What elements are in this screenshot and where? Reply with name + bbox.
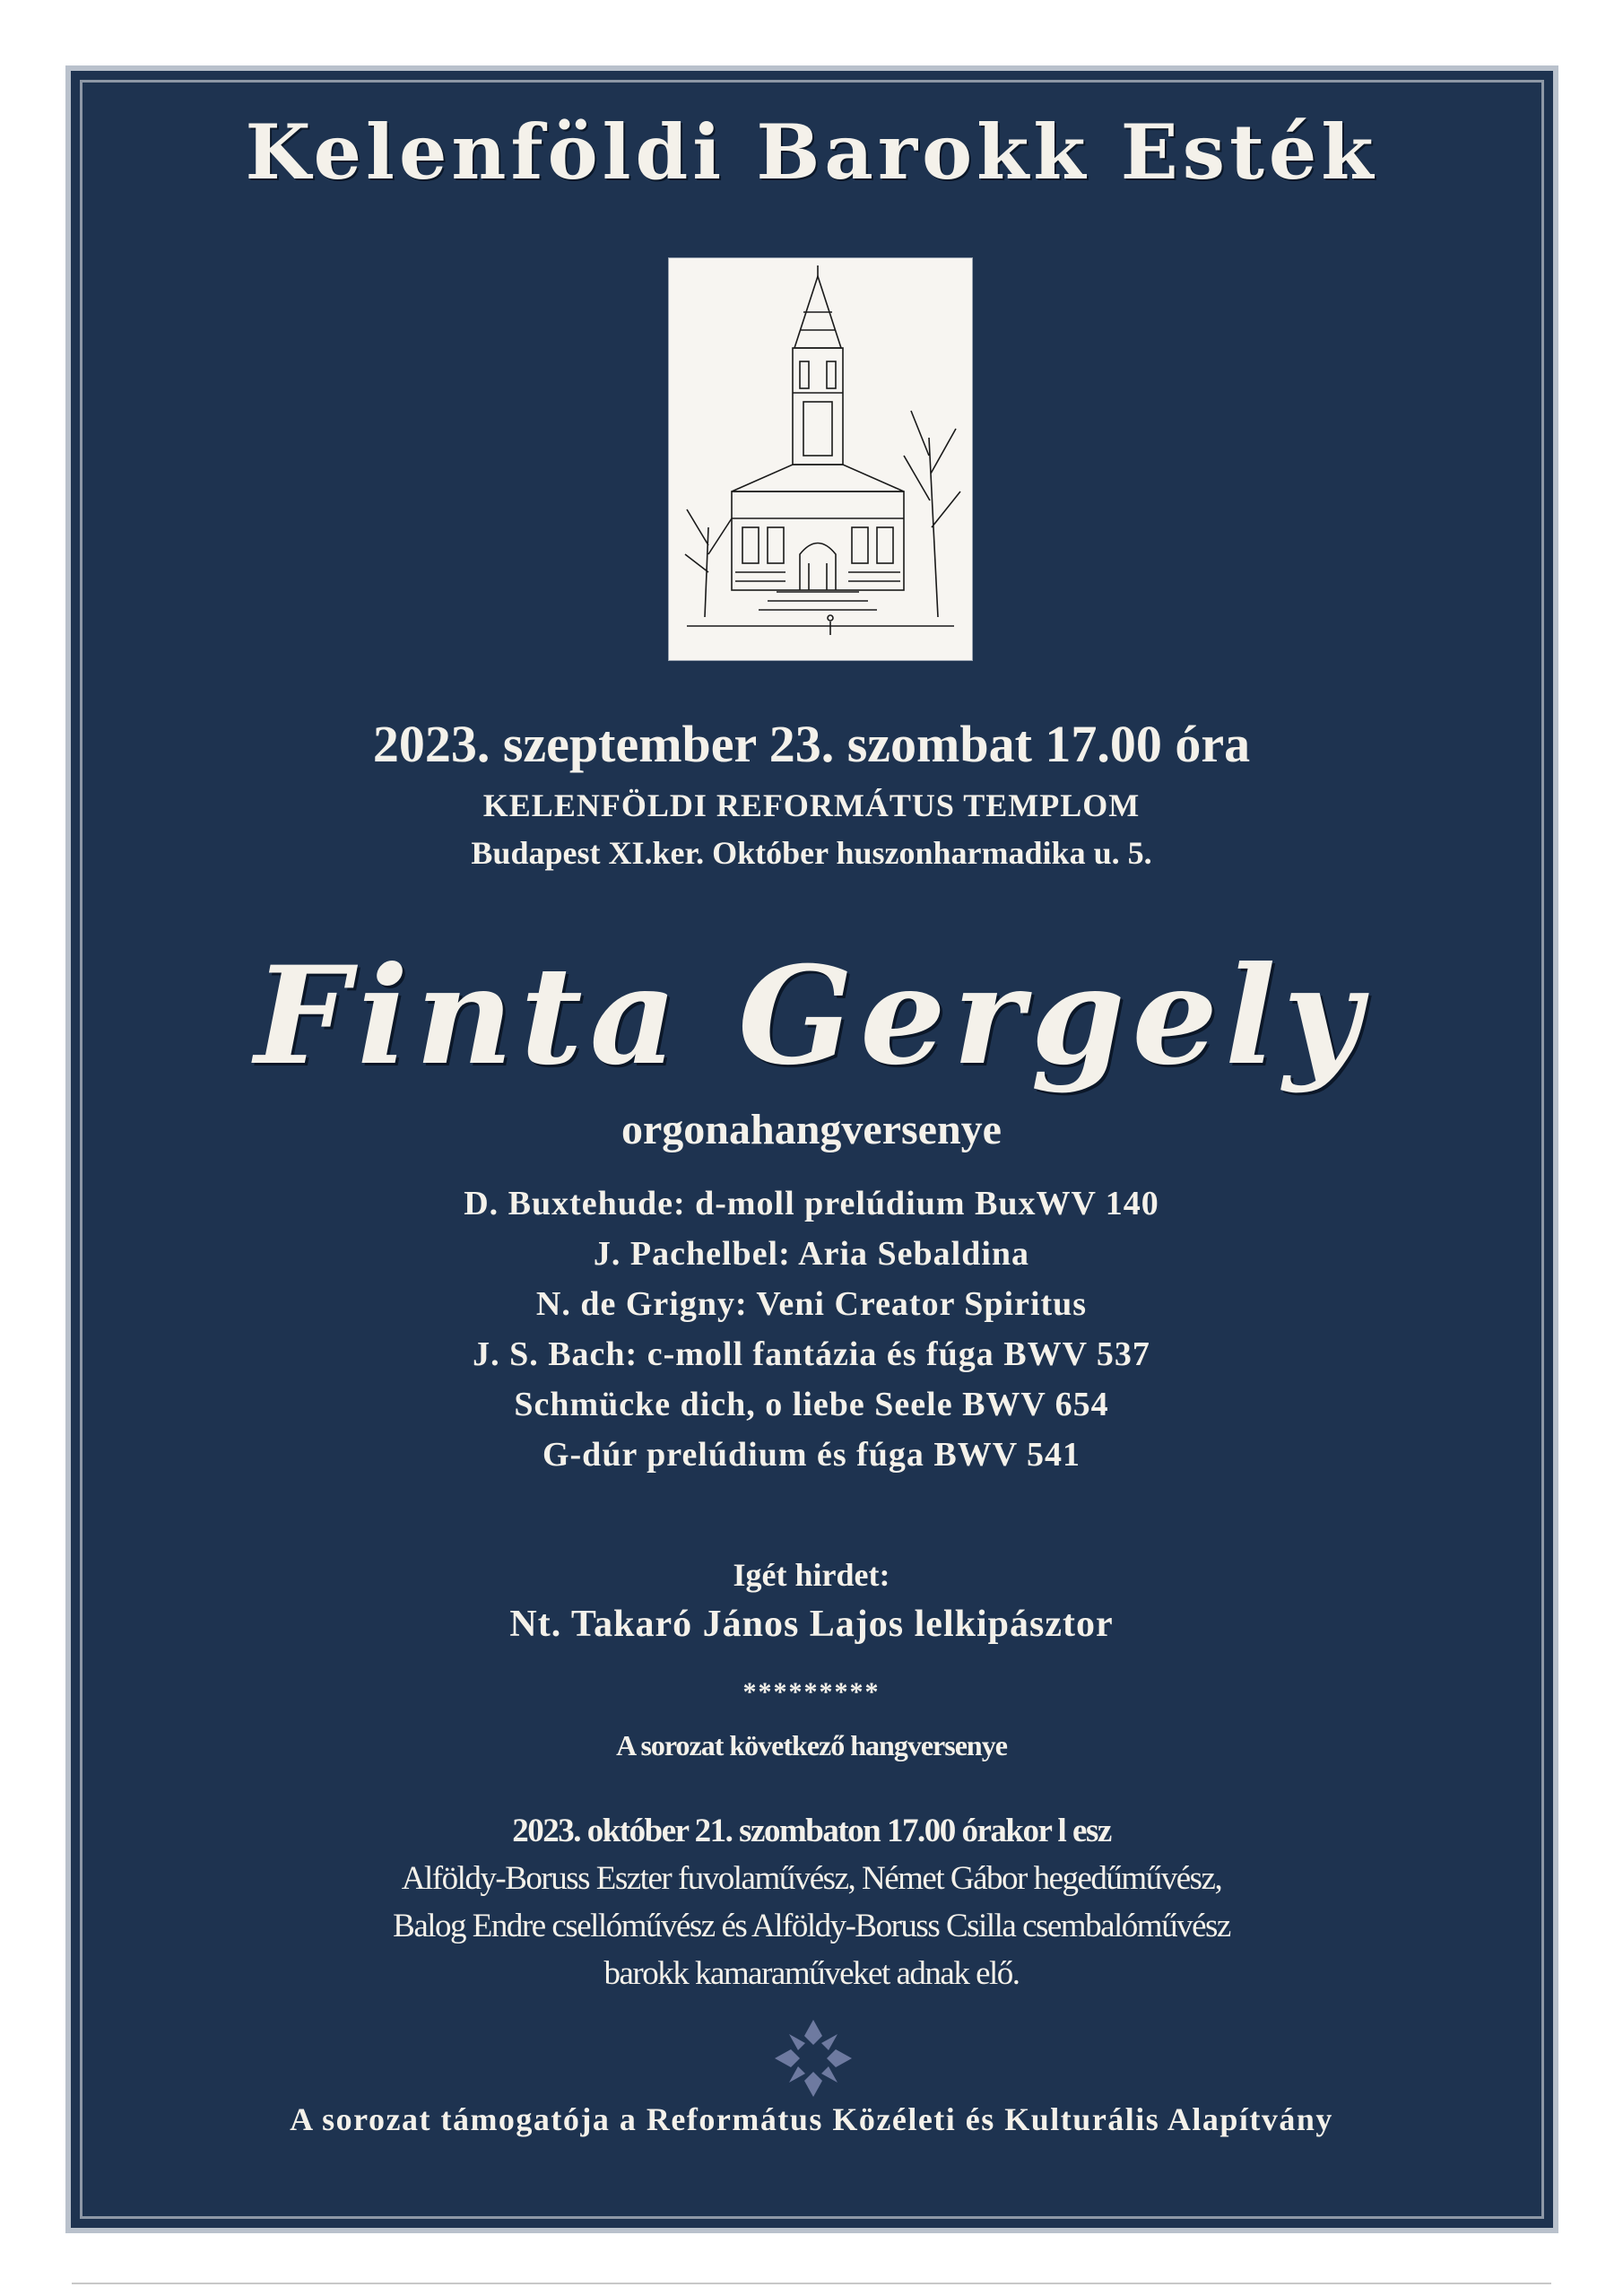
concert-type: orgonahangversenye xyxy=(621,1106,1002,1153)
program-item: Schmücke dich, o liebe Seele BWV 654 xyxy=(514,1386,1109,1423)
next-concert-line: barokk kamaraműveket adnak elő. xyxy=(603,1955,1020,1992)
program-item: N. de Grigny: Veni Creator Spiritus xyxy=(535,1285,1088,1323)
bottom-divider xyxy=(72,2283,1551,2284)
separator: ********* xyxy=(742,1677,881,1707)
next-concert-line: Alföldy-Boruss Eszter fuvolaművész, Német Gábor hegedűművész, xyxy=(401,1860,1222,1897)
next-concert-line: Balog Endre csellóművész és Alföldy-Boruss Csilla csembalóművész xyxy=(393,1908,1230,1944)
program-item: D. Buxtehude: d-moll prelúdium BuxWV 140 xyxy=(464,1185,1159,1222)
next-concert-heading: A sorozat következő hangversenye xyxy=(616,1729,1007,1761)
sponsor-line: A sorozat támogatója a Református Közéleti és Kulturális Alapítvány xyxy=(290,2101,1333,2137)
sermon-label: Igét hirdet: xyxy=(733,1557,890,1593)
event-date: 2023. szeptember 23. szombat 17.00 óra xyxy=(372,715,1251,773)
program-item: G-dúr prelúdium és fúga BWV 541 xyxy=(542,1436,1081,1474)
program-item: J. S. Bach: c-moll fantázia és fúga BWV 537 xyxy=(473,1335,1150,1373)
venue-address: Budapest XI.ker. Október huszonharmadika u. 5. xyxy=(471,835,1152,871)
church-sketch-icon xyxy=(669,258,972,660)
series-title: Kelenföldi Barokk Esték xyxy=(245,108,1378,196)
venue-name: KELENFÖLDI REFORMÁTUS TEMPLOM xyxy=(482,787,1141,823)
reformed-emblem-icon xyxy=(773,2018,854,2099)
church-illustration xyxy=(668,257,973,661)
next-concert-line: 2023. október 21. szombaton 17.00 órakor l esz xyxy=(512,1813,1111,1849)
program-item: J. Pachelbel: Aria Sebaldina xyxy=(593,1235,1030,1273)
performer-name: Finta Gergely xyxy=(254,937,1369,1095)
preacher-name: Nt. Takaró János Lajos lelkipásztor xyxy=(509,1604,1114,1645)
